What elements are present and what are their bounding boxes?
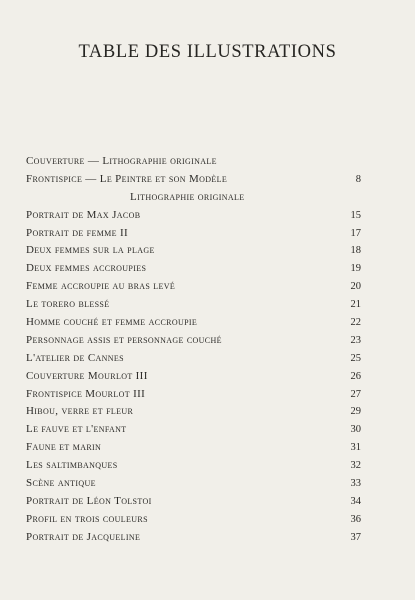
- entry-page-number: 17: [350, 227, 361, 239]
- list-item: [26, 475, 361, 493]
- entry-page-number: 22: [350, 317, 361, 329]
- list-item: [26, 296, 361, 314]
- entry-page-number: 27: [350, 388, 361, 400]
- entry-label: Personnage assis et personnage couché: [26, 333, 222, 346]
- entry-label: Portrait de Max Jacob: [26, 208, 141, 221]
- entry-label: Couverture — Lithographie originale: [26, 155, 217, 167]
- entry-page-number: 30: [350, 424, 361, 436]
- list-item: [26, 171, 361, 207]
- entry-page-number: 8: [355, 173, 361, 185]
- list-item: [26, 260, 361, 278]
- entry-page-number: 26: [350, 370, 361, 382]
- list-item: [26, 368, 361, 386]
- entry-label: Portrait de femme II: [26, 226, 128, 239]
- entry-label: Homme couché et femme accroupie: [26, 316, 198, 329]
- list-item: [26, 314, 361, 332]
- entry-page-number: 18: [350, 245, 361, 257]
- entry-label: Deux femmes accroupies: [26, 262, 147, 275]
- list-item: [26, 242, 361, 260]
- list-item: [26, 529, 361, 547]
- entry-page-number: 37: [350, 531, 361, 543]
- entry-label: Portrait de Jacqueline: [26, 530, 141, 543]
- entry-page-number: 29: [350, 406, 361, 418]
- entry-page-number: 25: [350, 352, 361, 364]
- entry-page-number: 15: [350, 209, 361, 221]
- entry-label: Les saltimbanques: [26, 459, 118, 472]
- list-item: [26, 278, 361, 296]
- entry-label: Scène antique: [26, 477, 96, 490]
- entry-label: Femme accroupie au bras levé: [26, 280, 176, 293]
- page-title: TABLE DES ILLUSTRATIONS: [78, 42, 337, 62]
- entry-label: Deux femmes sur la plage: [26, 244, 155, 257]
- list-item: [26, 511, 361, 529]
- list-item: [26, 403, 361, 421]
- illustrations-list: [26, 153, 361, 547]
- entry-page-number: 36: [350, 513, 361, 525]
- entry-label: Portrait de Léon Tolstoi: [26, 494, 152, 507]
- entry-page-number: 23: [350, 334, 361, 346]
- list-item: [26, 350, 361, 368]
- entry-page-number: 21: [350, 299, 361, 311]
- list-item: [26, 439, 361, 457]
- entry-label: L'atelier de Cannes: [26, 351, 124, 364]
- entry-label: Frontispice Mourlot III: [26, 387, 146, 400]
- list-item: [26, 153, 361, 171]
- entry-label-continuation: Lithographie originale: [130, 190, 245, 203]
- entry-label: Frontispice — Le Peintre et son Modèle: [26, 172, 228, 185]
- entry-page-number: 19: [350, 263, 361, 275]
- entry-page-number: 34: [350, 495, 361, 507]
- list-item: [26, 421, 361, 439]
- entry-label: Faune et marin: [26, 441, 102, 454]
- list-item: [26, 493, 361, 511]
- entry-page-number: 33: [350, 478, 361, 490]
- entry-label: Hibou, verre et fleur: [26, 405, 134, 418]
- list-item: [26, 225, 361, 243]
- entry-label: Le torero blessé: [26, 298, 110, 311]
- entry-label: Le fauve et l'enfant: [26, 423, 127, 436]
- list-item: [26, 207, 361, 225]
- entry-page-number: 32: [350, 460, 361, 472]
- entry-page-number: 20: [350, 281, 361, 293]
- entry-label: Profil en trois couleurs: [26, 512, 148, 525]
- list-item: [26, 332, 361, 350]
- entry-label: Couverture Mourlot III: [26, 369, 148, 382]
- list-item: [26, 386, 361, 404]
- entry-page-number: 31: [350, 442, 361, 454]
- list-item: [26, 457, 361, 475]
